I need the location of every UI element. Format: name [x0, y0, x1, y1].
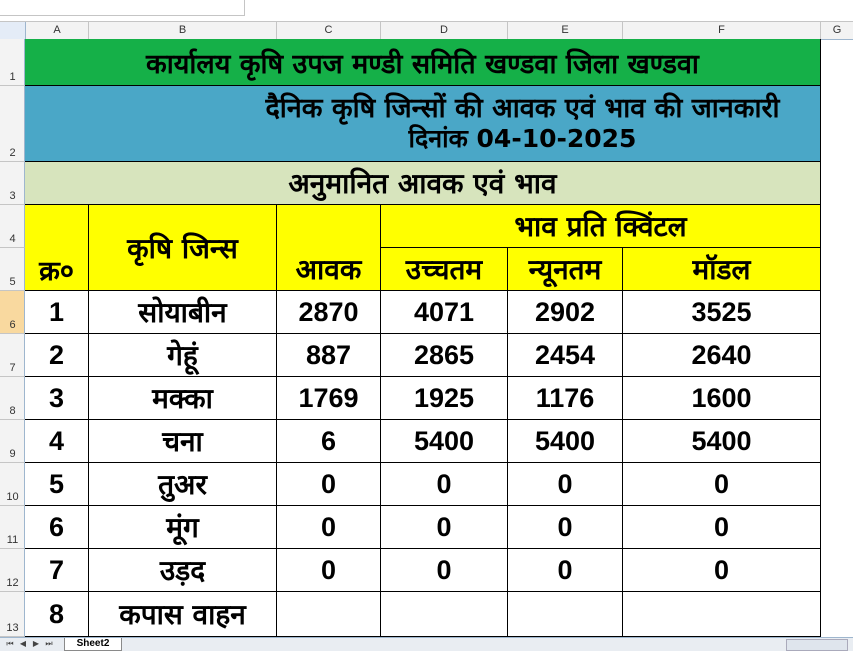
last-sheet-icon[interactable]: ⏭ [45, 639, 53, 648]
row-header-6[interactable]: 6 [0, 291, 25, 334]
row-header-10[interactable]: 10 [0, 463, 25, 506]
serial-cell[interactable]: 4 [25, 420, 89, 463]
serial-cell[interactable]: 2 [25, 334, 89, 377]
header-commodity[interactable]: कृषि जिन्स [89, 205, 277, 291]
row-header-13[interactable]: 13 [0, 592, 25, 637]
subtitle-line-2: दिनांक 04-10-2025 [408, 123, 637, 153]
max-price-cell[interactable]: 0 [381, 506, 508, 549]
arrival-cell[interactable]: 0 [277, 463, 381, 506]
arrival-cell[interactable]: 1769 [277, 377, 381, 420]
max-price-cell[interactable]: 2865 [381, 334, 508, 377]
commodity-cell[interactable]: गेहूं [89, 334, 277, 377]
header-max-price[interactable]: उच्चतम [381, 248, 508, 291]
arrival-cell[interactable] [277, 592, 381, 637]
row-header-2[interactable]: 2 [0, 86, 25, 162]
report-title[interactable]: कार्यालय कृषि उपज मण्डी समिति खण्डवा जिला खण्डवा [25, 39, 821, 86]
next-sheet-icon[interactable]: ▶ [32, 639, 40, 648]
modal-price-cell[interactable]: 3525 [623, 291, 821, 334]
modal-price-cell[interactable]: 5400 [623, 420, 821, 463]
report-subtitle[interactable] [25, 86, 821, 162]
name-box[interactable] [0, 0, 245, 16]
column-header-f[interactable]: F [623, 22, 821, 39]
header-arrival[interactable]: आवक [277, 205, 381, 291]
min-price-cell[interactable]: 0 [508, 463, 623, 506]
arrival-cell[interactable]: 0 [277, 549, 381, 592]
sheet-tab-sheet2[interactable]: Sheet2 [64, 638, 122, 651]
row-header-11[interactable]: 11 [0, 506, 25, 549]
arrival-cell[interactable]: 6 [277, 420, 381, 463]
arrival-cell[interactable]: 887 [277, 334, 381, 377]
row-header-8[interactable]: 8 [0, 377, 25, 420]
modal-price-cell[interactable]: 0 [623, 506, 821, 549]
modal-price-cell[interactable]: 0 [623, 549, 821, 592]
arrival-cell[interactable]: 2870 [277, 291, 381, 334]
min-price-cell[interactable]: 2902 [508, 291, 623, 334]
modal-price-cell[interactable]: 1600 [623, 377, 821, 420]
max-price-cell[interactable]: 1925 [381, 377, 508, 420]
column-header-row [0, 22, 853, 40]
min-price-cell[interactable]: 0 [508, 506, 623, 549]
section-title[interactable]: अनुमानित आवक एवं भाव [25, 162, 821, 205]
row-header-9[interactable]: 9 [0, 420, 25, 463]
min-price-cell[interactable]: 1176 [508, 377, 623, 420]
min-price-cell[interactable]: 2454 [508, 334, 623, 377]
serial-cell[interactable]: 1 [25, 291, 89, 334]
serial-cell[interactable]: 6 [25, 506, 89, 549]
row-header-12[interactable]: 12 [0, 549, 25, 592]
serial-cell[interactable]: 5 [25, 463, 89, 506]
max-price-cell[interactable]: 0 [381, 463, 508, 506]
modal-price-cell[interactable]: 2640 [623, 334, 821, 377]
row-header-1[interactable]: 1 [0, 39, 25, 86]
header-modal-price[interactable]: मॉडल [623, 248, 821, 291]
max-price-cell[interactable] [381, 592, 508, 637]
column-header-a[interactable]: A [26, 22, 89, 39]
column-header-d[interactable]: D [381, 22, 508, 39]
row-header-4[interactable]: 4 [0, 205, 25, 248]
horizontal-scrollbar[interactable] [786, 639, 848, 651]
subtitle-line-1: दैनिक कृषि जिन्सों की आवक एवं भाव की जानकारी [265, 92, 780, 124]
commodity-cell[interactable]: कपास वाहन [89, 592, 277, 637]
commodity-cell[interactable]: सोयाबीन [89, 291, 277, 334]
header-price-per-quintal[interactable]: भाव प्रति क्विंटल [381, 205, 821, 248]
formula-bar [0, 0, 853, 22]
modal-price-cell[interactable]: 0 [623, 463, 821, 506]
column-header-g[interactable]: G [821, 22, 853, 39]
header-min-price[interactable]: न्यूनतम [508, 248, 623, 291]
commodity-cell[interactable]: चना [89, 420, 277, 463]
serial-cell[interactable]: 7 [25, 549, 89, 592]
max-price-cell[interactable]: 0 [381, 549, 508, 592]
commodity-cell[interactable]: उड़द [89, 549, 277, 592]
column-header-b[interactable]: B [89, 22, 277, 39]
min-price-cell[interactable]: 0 [508, 549, 623, 592]
serial-cell[interactable]: 8 [25, 592, 89, 637]
row-header-7[interactable]: 7 [0, 334, 25, 377]
commodity-cell[interactable]: मूंग [89, 506, 277, 549]
select-all-corner[interactable] [0, 22, 26, 39]
modal-price-cell[interactable] [623, 592, 821, 637]
arrival-cell[interactable]: 0 [277, 506, 381, 549]
max-price-cell[interactable]: 5400 [381, 420, 508, 463]
min-price-cell[interactable]: 5400 [508, 420, 623, 463]
commodity-cell[interactable]: तुअर [89, 463, 277, 506]
row-header-5[interactable]: 5 [0, 248, 25, 291]
column-header-c[interactable]: C [277, 22, 381, 39]
header-serial[interactable]: क्र० [25, 205, 89, 291]
max-price-cell[interactable]: 4071 [381, 291, 508, 334]
column-header-e[interactable]: E [508, 22, 623, 39]
row-header-3[interactable]: 3 [0, 162, 25, 205]
sheet-tab-bar [0, 637, 853, 651]
serial-cell[interactable]: 3 [25, 377, 89, 420]
min-price-cell[interactable] [508, 592, 623, 637]
commodity-cell[interactable]: मक्का [89, 377, 277, 420]
prev-sheet-icon[interactable]: ◀ [19, 639, 27, 648]
first-sheet-icon[interactable]: ⏮ [6, 639, 14, 648]
